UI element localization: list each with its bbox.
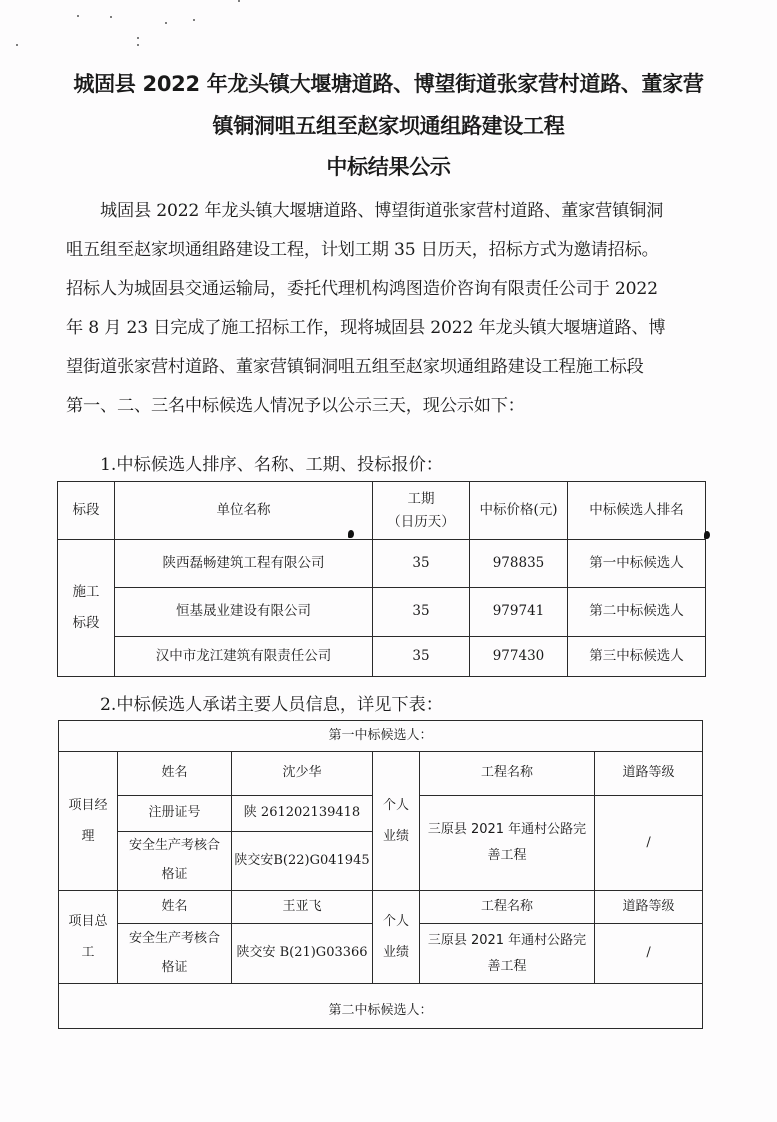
te-safety-label-line1: 安全生产考核合 — [128, 930, 220, 946]
header-duration-line2: （日历天） — [387, 513, 455, 530]
section1-heading: 1.中标候选人排序、名称、工期、投标报价： — [100, 455, 443, 475]
price-cell: 979741 — [470, 588, 568, 637]
scan-speck — [165, 22, 167, 24]
scan-speck — [238, 0, 240, 2]
scan-speck — [137, 37, 139, 39]
te-role-line2: 工 — [81, 945, 95, 960]
body-line: 招标人为城固县交通运输局，委托代理机构鸿图造价咨询有限责任公司于 2022 — [66, 279, 658, 299]
price-cell: 978835 — [470, 540, 568, 588]
pm-name-label: 姓名 — [118, 752, 232, 796]
header-rank: 中标候选人排名 — [568, 482, 706, 540]
duration-cell: 35 — [373, 637, 470, 677]
te-role — [59, 891, 118, 984]
pm-safety-value: 陕交安B(22)G041945 — [232, 832, 373, 891]
pm-role — [59, 752, 118, 891]
te-safety-label-line2: 格证 — [161, 959, 188, 975]
table-row — [59, 752, 703, 796]
pm-safety-label-line2: 格证 — [161, 867, 188, 882]
pm-name-value: 沈少华 — [232, 752, 373, 796]
te-role-line1: 项目总 — [68, 913, 108, 929]
document-title-line1: 城固县 2022 年龙头镇大堰塘道路、博望街道张家营村道路、董家营 — [73, 72, 704, 96]
te-perf-line1: 个人 — [382, 913, 409, 929]
header-price: 中标价格(元) — [470, 482, 568, 540]
te-project-header: 工程名称 — [420, 891, 595, 924]
body-line: 咀五组至赵家坝通组路建设工程，计划工期 35 日历天，招标方式为邀请招标。 — [66, 240, 659, 260]
document-title-line2: 镇铜洞咀五组至赵家坝通组路建设工程 — [212, 114, 565, 138]
te-project-line1: 三原县 2021 年通村公路完 — [427, 932, 587, 948]
company-cell: 陕西磊畅建筑工程有限公司 — [115, 540, 373, 588]
company-cell: 恒基晟业建设有限公司 — [115, 588, 373, 637]
price-cell: 977430 — [470, 637, 568, 677]
rank-cell: 第一中标候选人 — [568, 540, 706, 588]
pm-reg-value: 陕 261202139418 — [232, 796, 373, 832]
te-safety-label — [118, 924, 232, 984]
table-row — [58, 540, 706, 588]
pm-project-name — [420, 796, 595, 891]
header-company: 单位名称 — [115, 482, 373, 540]
te-project-name — [420, 924, 595, 984]
document-title-line3: 中标结果公示 — [326, 155, 451, 179]
te-project-line2: 善工程 — [487, 958, 527, 974]
pm-safety-label-line1: 安全生产考核合 — [128, 838, 220, 854]
rank-cell: 第二中标候选人 — [568, 588, 706, 637]
company-cell: 汉中市龙江建筑有限责任公司 — [115, 637, 373, 677]
scan-speck — [110, 16, 112, 18]
segment-label-line2: 标段 — [72, 615, 100, 631]
pm-project-line2: 善工程 — [487, 848, 527, 863]
pm-role-line2: 理 — [81, 829, 95, 844]
candidate1-header-row — [59, 721, 703, 752]
duration-cell: 35 — [373, 540, 470, 588]
candidates-table — [57, 481, 706, 677]
te-name-value: 王亚飞 — [232, 891, 373, 924]
scan-speck — [77, 15, 79, 17]
te-grade-value: / — [595, 924, 703, 984]
segment-label — [58, 540, 115, 677]
header-duration — [373, 482, 470, 540]
candidate1-label: 第一中标候选人： — [59, 721, 703, 752]
scan-speck — [16, 44, 18, 46]
pm-safety-label — [118, 832, 232, 891]
header-duration-line1: 工期 — [407, 490, 435, 507]
ink-blot — [704, 531, 710, 539]
pm-grade-header: 道路等级 — [595, 752, 703, 796]
pm-project-header: 工程名称 — [420, 752, 595, 796]
section2-heading: 2.中标候选人承诺主要人员信息，详见下表： — [100, 695, 443, 715]
pm-role-line1: 项目经 — [68, 797, 108, 813]
te-grade-header: 道路等级 — [595, 891, 703, 924]
body-line: 望街道张家营村道路、董家营镇铜洞咀五组至赵家坝通组路建设工程施工标段 — [66, 357, 644, 377]
pm-reg-label: 注册证号 — [118, 796, 232, 832]
table-row — [58, 637, 706, 677]
table-header-row — [58, 482, 706, 540]
scan-speck — [137, 44, 139, 46]
pm-perf-line2: 业绩 — [382, 829, 409, 844]
pm-performance-label — [373, 752, 420, 891]
pm-project-line1: 三原县 2021 年通村公路完 — [427, 822, 587, 837]
body-line: 年 8 月 23 日完成了施工招标工作，现将城固县 2022 年龙头镇大堰塘道路、博 — [66, 318, 666, 338]
rank-cell: 第三中标候选人 — [568, 637, 706, 677]
header-segment: 标段 — [58, 482, 115, 540]
candidate2-label: 第二中标候选人： — [59, 984, 703, 1029]
segment-label-line1: 施工 — [72, 583, 100, 600]
body-line: 城固县 2022 年龙头镇大堰塘道路、博望街道张家营村道路、董家营镇铜洞 — [100, 201, 664, 221]
te-perf-line2: 业绩 — [382, 945, 409, 960]
ink-blot — [348, 530, 354, 538]
personnel-table — [58, 720, 703, 1029]
te-name-label: 姓名 — [118, 891, 232, 924]
body-line: 第一、二、三名中标候选人情况予以公示三天，现公示如下： — [66, 396, 525, 416]
te-performance-label — [373, 891, 420, 984]
pm-grade-value: / — [595, 796, 703, 891]
table-row — [58, 588, 706, 637]
pm-perf-line1: 个人 — [382, 797, 409, 813]
candidate2-header-row — [59, 984, 703, 1029]
te-safety-value: 陕交安 B(21)G03366 — [232, 924, 373, 984]
scan-speck — [193, 19, 195, 21]
duration-cell: 35 — [373, 588, 470, 637]
table-row — [59, 891, 703, 924]
